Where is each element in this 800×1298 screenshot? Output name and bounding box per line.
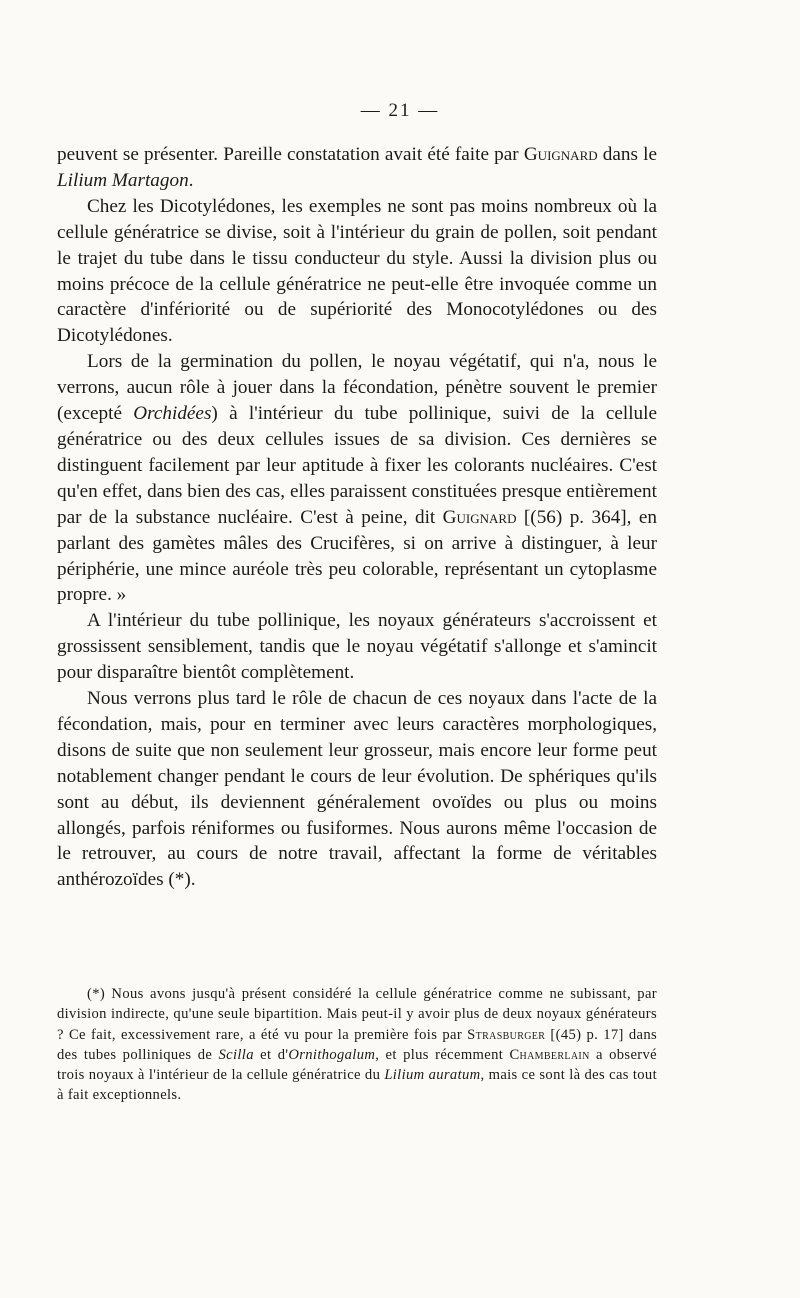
text-run: Lors de la germination du pollen, le noyau végétatif, qui n'a, nous le verrons, aucun rôle à jouer dans la fécondation, pénètre souvent le premier (excepté (57, 351, 657, 425)
author-name: Guignard (442, 506, 517, 528)
author-name: Guignard (523, 144, 598, 165)
paragraph-1 (57, 142, 657, 194)
text-run: A l'intérieur du tube pollinique, les noyaux générateurs s'accroissent et grossissent sensiblement, tandis que le noyau végétatif s'allonge et s'amincit pour disparaître bientôt complètement. (57, 610, 657, 684)
paragraph-4 (57, 608, 657, 686)
paragraph-2 (57, 194, 657, 349)
footnote (57, 984, 657, 1106)
text-run: et d' (253, 1046, 289, 1063)
text-run: dans le (597, 144, 657, 165)
text-run: , et plus récemment (375, 1046, 510, 1063)
genus-name: Ornithogalum (288, 1046, 376, 1063)
author-name: Strasburger (467, 1026, 546, 1043)
text-run: peuvent se présenter. Pareille constatation avait été faite par (57, 144, 524, 165)
text-run: Nous verrons plus tard le rôle de chacun de ces noyaux dans l'acte de la fécondation, mais, pour en terminer avec leurs caractères morphologiques, disons de suite que non seulement leur grosseur, mais encore leur forme peut notablement changer pendant le cours de leur évolution. De sphériques qu'ils sont au début, ils deviennent généralement ovoïdes ou plus ou moins allongés, parfois réniformes ou fusiformes. Nous aurons même l'occasion de le retrouver, au cours de notre travail, affectant la forme de véritables anthérozoïdes (*). (57, 688, 657, 891)
text-run: . (188, 169, 194, 191)
page-number: — 21 — (360, 100, 440, 121)
text-run: a observé trois noyaux à l'intérieur de la cellule génératrice du (57, 1046, 657, 1084)
main-text (57, 142, 657, 893)
text-run: ) à l'intérieur du tube pollinique, suivi de la cellule génératrice ou des deux cellules issues de sa division. Ces dernières se distinguent facilement par leur aptitude à fixer les colorants nucléaires. C'est qu'en effet, dans bien des cas, elles paraissent constituées presque entièrement par de la substance nucléaire. C'est à peine, dit (57, 403, 657, 528)
paragraph-3 (57, 349, 657, 608)
paragraph-5 (57, 686, 657, 893)
text-run: (*) Nous avons jusqu'à présent considéré la cellule génératrice comme ne subissant, par division indirecte, qu'une seule bipartition. Mais peut-il y avoir plus de deux noyaux générateurs ? Ce fait, excessivement rare, a été vu pour la première fois par (57, 986, 657, 1043)
text-run: [(45) p. 17] dans des tubes polliniques de (57, 1026, 658, 1063)
species-name: Lilium auratum (384, 1067, 481, 1084)
species-name: Lilium Martagon (57, 169, 189, 191)
genus-name: Scilla (218, 1046, 254, 1063)
text-run: , mais ce sont là des cas tout à fait exceptionnels. (57, 1067, 657, 1104)
text-run: Chez les Dicotylédones, les exemples ne sont pas moins nombreux où la cellule génératrice se divise, soit à l'intérieur du grain de pollen, soit pendant le trajet du tube dans le tissu conducteur du style. Aussi la division plus ou moins précoce de la cellule génératrice ne peut-elle être invoquée comme un caractère d'infériorité ou de supériorité des Monocotylédones ou des Dicotylédones. (57, 195, 657, 347)
author-name: Chamberlain (509, 1046, 590, 1063)
text-run: [(56) p. 364], en parlant des gamètes mâles des Crucifères, si on arrive à distinguer, à leur périphérie, une mince auréole très peu colorable, représentant un cytoplasme propre. » (57, 506, 658, 606)
taxon-name: Orchidées (133, 403, 212, 425)
